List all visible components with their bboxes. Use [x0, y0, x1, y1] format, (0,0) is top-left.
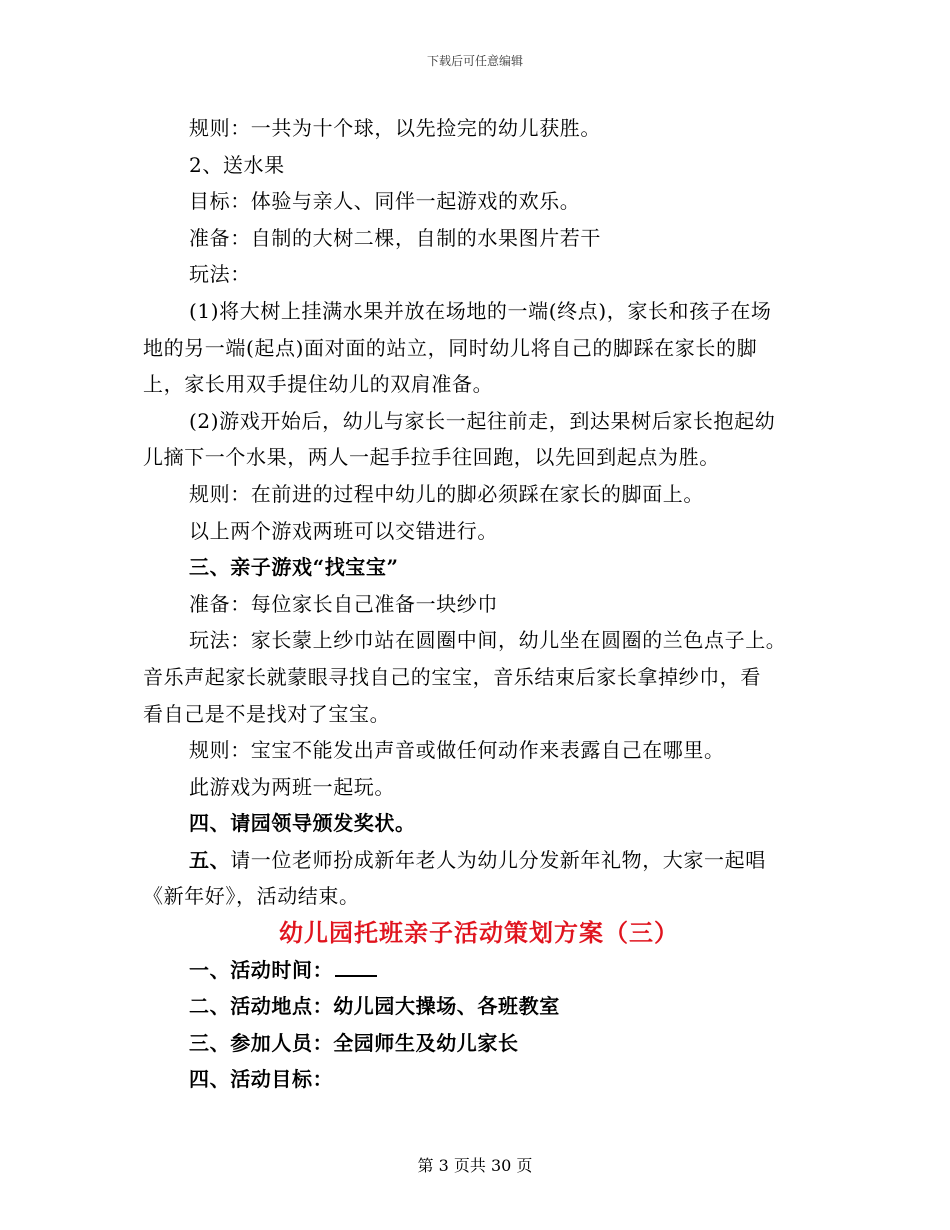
- heading-game-3: 三、亲子游戏“找宝宝”: [189, 555, 399, 580]
- paragraph-preparation: 准备：自制的大树二棵，自制的水果图片若干: [189, 225, 601, 250]
- paragraph-gift-line-2: 《新年好》，活动结束。: [143, 884, 360, 909]
- paragraph-preparation-3: 准备：每位家长自己准备一块纱巾: [189, 591, 498, 616]
- section-time-label: 一、活动时间：: [189, 957, 334, 982]
- time-blank-field: [335, 957, 377, 977]
- paragraph-step-1-line-3: 上，家长用双手提住幼儿的双肩准备。: [143, 372, 494, 397]
- section-participants: 三、参加人员：全园师生及幼儿家长: [189, 1030, 519, 1055]
- paragraph-rule-1: 规则：一共为十个球，以先捡完的幼儿获胜。: [189, 116, 601, 140]
- paragraph-method-3-line-2: 音乐声起家长就蒙眼寻找自己的宝宝，音乐结束后家长拿掉纱巾，看: [143, 664, 761, 689]
- gift-rest: 请一位老师扮成新年老人为幼儿分发新年礼物，大家一起唱: [230, 847, 766, 872]
- section-time: [143, 952, 815, 989]
- paragraph-gift-line-1: [143, 842, 815, 879]
- paragraph-step-2-line-2: 儿摘下一个水果，两人一起手拉手往回跑，以先回到起点为胜。: [143, 445, 720, 470]
- paragraph-method-3-line-1: 玩法：家长蒙上纱巾站在圆圈中间，幼儿坐在圆圈的兰色点子上。: [189, 628, 787, 653]
- paragraph-method-label: 玩法：: [189, 262, 251, 287]
- paragraph-rule-2: 规则：在前进的过程中幼儿的脚必须踩在家长的脚面上。: [189, 481, 704, 506]
- paragraph-rule-3: 规则：宝宝不能发出声音或做任何动作来表露自己在哪里。: [189, 738, 725, 763]
- paragraph-method-3-line-3: 看自己是不是找对了宝宝。: [143, 701, 391, 726]
- page-footer: 第 3 页共 30 页: [417, 1156, 533, 1175]
- page-header: 下载后可任意编辑: [426, 54, 523, 68]
- paragraph-goal: 目标：体验与亲人、同伴一起游戏的欢乐。: [189, 189, 581, 214]
- paragraph-step-2-line-1: (2)游戏开始后，幼儿与家长一起往前走，到达果树后家长抱起幼: [189, 408, 776, 433]
- paragraph-note-3: 此游戏为两班一起玩。: [189, 774, 395, 799]
- document-title: 幼儿园托班亲子活动策划方案（三）: [279, 918, 679, 948]
- heading-award: 四、请园领导颁发奖状。: [189, 811, 416, 836]
- section-goals: 四、活动目标：: [189, 1067, 334, 1092]
- paragraph-step-1-line-2: 地的另一端(起点)面对面的站立，同时幼儿将自己的脚踩在家长的脚: [143, 335, 758, 360]
- gift-prefix: 五、: [189, 847, 231, 872]
- paragraph-step-1-line-1: (1)将大树上挂满水果并放在场地的一端(终点)，家长和孩子在场: [189, 298, 772, 323]
- paragraph-note: 以上两个游戏两班可以交错进行。: [189, 518, 498, 543]
- section-location: 二、活动地点：幼儿园大操场、各班教室: [189, 994, 560, 1019]
- document-body: [143, 110, 815, 1098]
- paragraph-game-2-title: 2、送水果: [189, 152, 285, 177]
